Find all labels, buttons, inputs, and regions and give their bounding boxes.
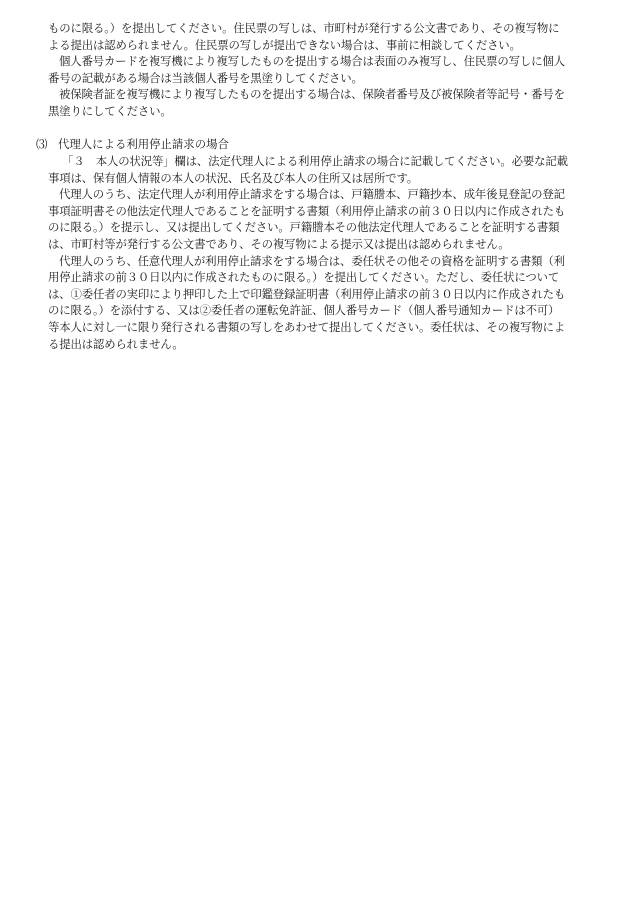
paragraph-block-agent-request	[48, 153, 608, 352]
text-line: は、①委任者の実印により押印した上で印鑑登録証明書（利用停止請求の前３０日以内に作成されたも	[48, 286, 566, 301]
text-line: 代理人のうち、任意代理人が利用停止請求をする場合は、委任状その他その資格を証明する書類（利	[59, 253, 565, 268]
text-line: 「３ 本人の状況等」欄は、法定代理人による利用停止請求の場合に記載してください。必要な記載	[62, 154, 568, 168]
text-line: ものに限る。）を提出してください。住民票の写しは、市町村が発行する公文書であり、その複写物に	[48, 21, 560, 35]
text-line: のに限る。）を提示し、又は提出してください。戸籍謄本その他法定代理人であることを証明する書類	[48, 220, 560, 235]
text-line: 黒塗りにしてください。	[48, 103, 172, 118]
text-line: よる提出は認められません。住民票の写しが提出できない場合は、事前に相談してください。	[48, 37, 521, 52]
text-line: 代理人のうち、法定代理人が利用停止請求をする場合は、戸籍謄本、戸籍抄本、成年後見登記の登記	[59, 187, 565, 202]
text-line: 事項証明書その他法定代理人であることを証明する書類（利用停止請求の前３０日以内に作成されたも	[48, 203, 566, 218]
text-line: 等本人に対し一に限り発行される書類の写しをあわせて提出してください。委任状は、その複写物によ	[48, 319, 566, 334]
paragraph-block-identity-docs	[48, 20, 608, 120]
text-line: のに限る。）を添付する、又は②委任者の運転免許証、個人番号カード（個人番号通知カードは不可）	[48, 303, 560, 318]
text-line: 用停止請求の前３０日以内に作成されたものに限る。）を提出してください。ただし、委任状について	[48, 270, 560, 285]
text-line: 事項は、保有個人情報の本人の状況、氏名及び本人の住所又は居所です。	[48, 170, 419, 185]
section-number: ⑶	[36, 137, 48, 151]
text-line: は、市町村等が発行する公文書であり、その複写物による提示又は提出は認められません。	[48, 236, 510, 251]
text-line: 番号の記載がある場合は当該個人番号を黒塗りしてください。	[48, 70, 363, 85]
section-title: 代理人による利用停止請求の場合	[58, 137, 229, 151]
section-heading	[36, 136, 608, 153]
text-line: る提出は認められません。	[48, 336, 184, 351]
text-line: 個人番号カードを複写機により複写したものを提出する場合は表面のみ複写し、住民票の写しに個人	[59, 54, 565, 69]
text-line: 被保険者証を複写機により複写したものを提出する場合は、保険者番号及び被保険者等記号・番号を	[59, 87, 565, 102]
